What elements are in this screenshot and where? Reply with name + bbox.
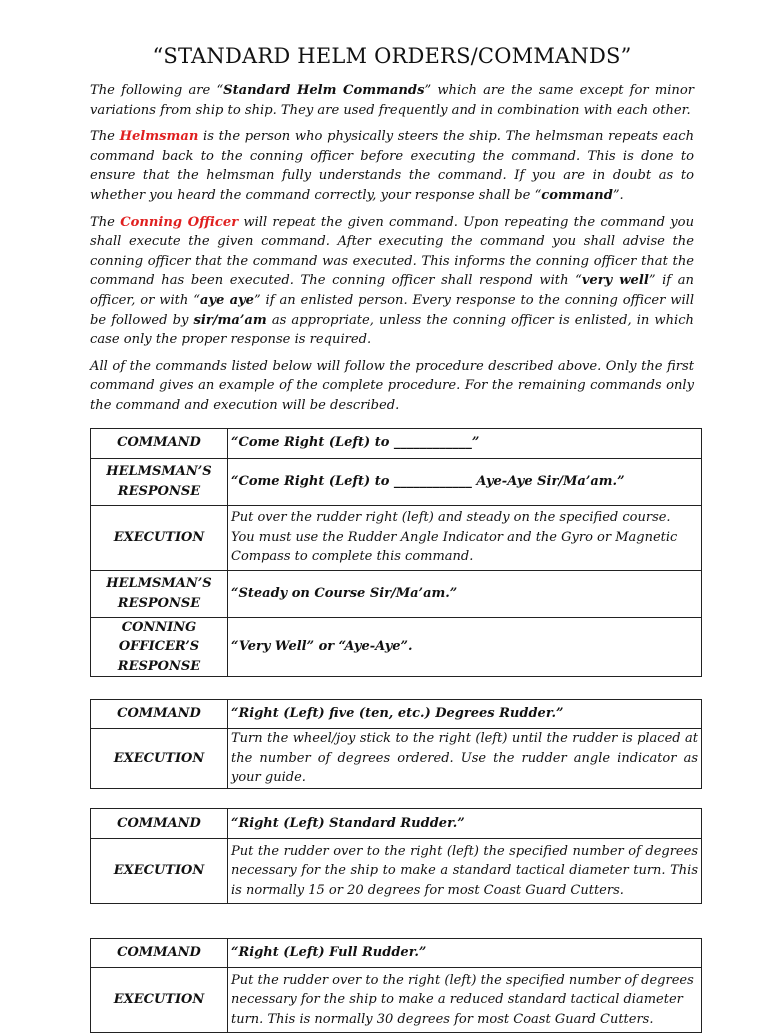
page-title: “STANDARD HELM ORDERS/COMMANDS” [152,44,632,68]
helmsman-term: Helmsman [119,129,199,145]
table-row [91,968,702,1033]
row-label: COMMAND [91,700,228,729]
row-value: “Right (Left) Full Rudder.” [228,939,702,968]
row-value: Put over the rudder right (left) and steady on the specified course. You must use the Rudder Angle Indicator and the Gyro or Magnetic Compass to complete this command. [228,505,702,570]
table-row [91,617,702,677]
row-value: Put the rudder over to the right (left) the specified number of degrees necessary for the ship to make a standard tactical diameter turn. This is normally 15 or 20 degrees for most Coast Guard Cutters. [228,839,702,904]
row-value: “Right (Left) Standard Rudder.” [228,809,702,839]
table-row [91,458,702,505]
row-label: EXECUTION [91,968,228,1033]
table-row [91,809,702,839]
table-row [91,839,702,904]
command-table-standard-rudder [90,808,702,904]
table-row [91,428,702,458]
table-row [91,729,702,789]
row-label: COMMAND [91,939,228,968]
command-table-come-right [90,428,702,678]
row-label: COMMAND [91,428,228,458]
command-table-degrees-rudder [90,699,702,789]
table-row [91,700,702,729]
table-row [91,570,702,617]
table-row [91,939,702,968]
row-value: “Right (Left) five (ten, etc.) Degrees Rudder.” [228,700,702,729]
row-value: Turn the wheel/joy stick to the right (left) until the rudder is placed at the number of degrees ordered. Use the rudder angle indicator as your guide. [228,729,702,789]
row-label: EXECUTION [91,729,228,789]
conning-officer-paragraph: The Conning Officer will repeat the given command. Upon repeating the command you shall execute the given command. After executing the command you shall advise the conning officer that the command was executed. This informs the conning officer that the command has been executed. The conning officer shall respond with “very well” if an officer, or with “aye aye” if an enlisted person. Every response to the conning officer will be followed by sir/ma’am as appropriate, unless the conning officer is enlisted, in which case only the proper response is required. [90,214,695,348]
procedure-paragraph: All of the commands listed below will follow the procedure described above. Only the first command gives an example of the complete procedure. For the remaining commands only the command and execution will be described. [90,358,694,413]
row-value: “Steady on Course Sir/Ma’am.” [228,570,702,617]
table-row [91,505,702,570]
intro-paragraph-1: The following are “Standard Helm Commands” which are the same except for minor variations from ship to ship. They are used frequently and in combination with each other. [90,83,695,118]
helmsman-paragraph: The Helmsman is the person who physically steers the ship. The helmsman repeats each command back to the conning officer before executing the command. This is done to ensure that the helmsman fully understands the command. If you are in doubt as to whether you heard the command correctly, your response shall be “command”. [90,129,695,203]
row-label: HELMSMAN’S RESPONSE [91,458,228,505]
row-value: Put the rudder over to the right (left) the specified number of degrees necessary for the ship to make a reduced standard tactical diameter turn. This is normally 30 degrees for most Coast Guard Cutters. [228,968,702,1033]
row-label: CONNING OFFICER’S RESPONSE [91,617,228,677]
row-value: “Come Right (Left) to ____________ Aye-Aye Sir/Ma’am.” [228,458,702,505]
row-label: EXECUTION [91,839,228,904]
row-label: HELMSMAN’S RESPONSE [91,570,228,617]
row-value: “Very Well” or “Aye-Aye”. [228,617,702,677]
conning-officer-term: Conning Officer [120,214,239,230]
row-value: “Come Right (Left) to ____________” [228,428,702,458]
command-table-full-rudder [90,938,702,1033]
row-label: COMMAND [91,809,228,839]
row-label: EXECUTION [91,505,228,570]
